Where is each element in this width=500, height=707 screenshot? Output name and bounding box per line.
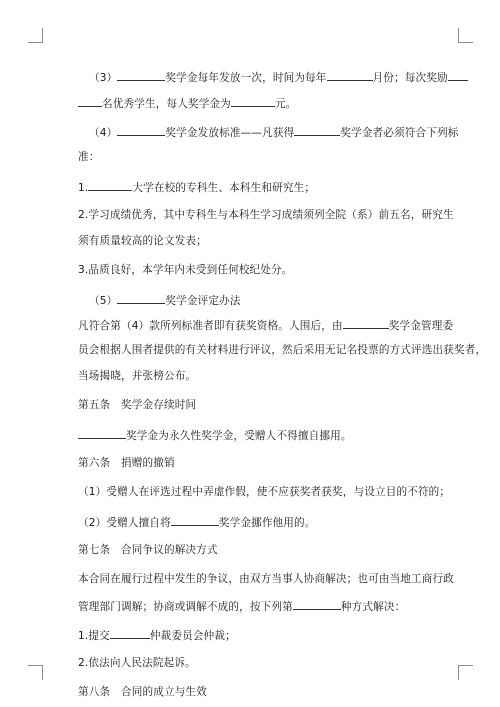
- article-7-line-1: [78, 573, 455, 586]
- fill-blank: [117, 125, 165, 136]
- clause-5-title: [78, 293, 442, 306]
- text: 奖学金评定办法: [165, 295, 241, 307]
- text: 月份；每次奖励: [372, 72, 448, 84]
- text: 2.学习成绩优秀，其中专科生与本科生学习成绩须列全院（系）前五名，研究生: [78, 209, 454, 221]
- criterion-2-line-1: [78, 209, 454, 222]
- fill-blank: [327, 70, 373, 81]
- text: 凡符合第（4）款所列标准者即有获奖资格。人围后，由: [78, 320, 343, 332]
- text: （1）受赠人在评选过程中弄虚作假，使不应获奖者获奖，与设立目的不符的；: [78, 486, 451, 498]
- text: 第六条 捐赠的撤销: [78, 457, 175, 469]
- fill-blank: [448, 70, 468, 81]
- text: 奖学金挪作他用的。: [218, 517, 316, 529]
- text: 种方式解决：: [340, 601, 406, 613]
- article-6-item-1: [78, 486, 451, 499]
- text: 第八条 合同的成立与生效: [78, 686, 207, 698]
- text: 2.依法向人民法院起诉。: [78, 657, 196, 669]
- crop-mark-top-left: [28, 28, 43, 43]
- article-7-heading: [78, 544, 442, 557]
- text: 仲裁委员会仲裁；: [149, 630, 236, 642]
- text: 1.: [78, 182, 89, 194]
- fill-blank: [117, 293, 165, 304]
- clause-5-line-3: [78, 370, 442, 383]
- text: 奖学金为永久性奖学金，受赠人不得擅自挪用。: [126, 430, 352, 442]
- text: （2）受赠人擅自将: [78, 517, 171, 529]
- text: 大学在校的专科生、本科生和研究生；: [132, 182, 316, 194]
- article-6-heading: [78, 457, 442, 470]
- article-5-heading: [78, 399, 442, 412]
- text: 1.提交: [78, 630, 110, 642]
- fill-blank: [294, 125, 340, 136]
- fill-blank: [117, 70, 165, 81]
- text: （4）: [89, 127, 118, 139]
- fill-blank: [110, 628, 150, 639]
- clause-3-line-1: [78, 70, 448, 84]
- text: 员会根据人围者提供的有关材料进行评议，然后采用无记名投票的方式评选出获奖者，: [78, 344, 487, 356]
- clause-5-line-2: [78, 344, 487, 357]
- article-7-line-2: [78, 599, 442, 612]
- text: 名优秀学生，每人奖学金为: [102, 98, 231, 110]
- article-8-heading: [78, 686, 442, 699]
- text: （3）: [89, 72, 118, 84]
- text: 管理部门调解；协商或调解不成的，按下列第: [78, 601, 293, 613]
- clause-4-line-2: [78, 151, 442, 164]
- fill-blank: [231, 96, 275, 107]
- fill-blank: [171, 515, 219, 526]
- text: 奖学金管理委: [388, 320, 454, 332]
- text: 第五条 奖学金存续时间: [78, 399, 197, 411]
- clause-5-line-1: [78, 318, 454, 332]
- fill-blank: [88, 180, 132, 191]
- fill-blank: [293, 599, 341, 610]
- text: 奖学金者必须符合下列标: [340, 127, 459, 139]
- crop-mark-bottom-right: [458, 665, 473, 680]
- clause-4-line-1: [78, 125, 459, 139]
- fill-blank: [78, 96, 102, 107]
- document-body: [78, 62, 487, 699]
- article-7-option-2: [78, 657, 442, 670]
- criterion-1: [78, 180, 442, 193]
- text: 元。: [274, 98, 297, 110]
- text: 第七条 合同争议的解决方式: [78, 544, 218, 556]
- text: 准：: [78, 151, 100, 163]
- text: 当场揭晓，并张榜公布。: [78, 370, 197, 382]
- crop-mark-bottom-left: [28, 665, 43, 680]
- text: 3.品质良好，本学年内未受到任何校纪处分。: [78, 264, 293, 276]
- text: 本合同在履行过程中发生的争议，由双方当事人协商解决；也可由当地工商行政: [78, 573, 455, 585]
- criterion-2-line-2: [78, 235, 442, 248]
- fill-blank: [343, 318, 389, 329]
- article-6-item-2: [78, 515, 442, 528]
- text: 须有质量较高的论文发表；: [78, 235, 207, 247]
- fill-blank: [78, 428, 126, 439]
- crop-mark-top-right: [458, 28, 473, 43]
- article-7-option-1: [78, 628, 442, 641]
- text: （5）: [89, 295, 118, 307]
- clause-3-line-2: [78, 96, 442, 109]
- criterion-3: [78, 264, 442, 277]
- article-5-body: [78, 428, 442, 441]
- text: 奖学金每年发放一次，时间为每年: [165, 72, 327, 84]
- text: 奖学金发放标准——凡获得: [165, 127, 295, 139]
